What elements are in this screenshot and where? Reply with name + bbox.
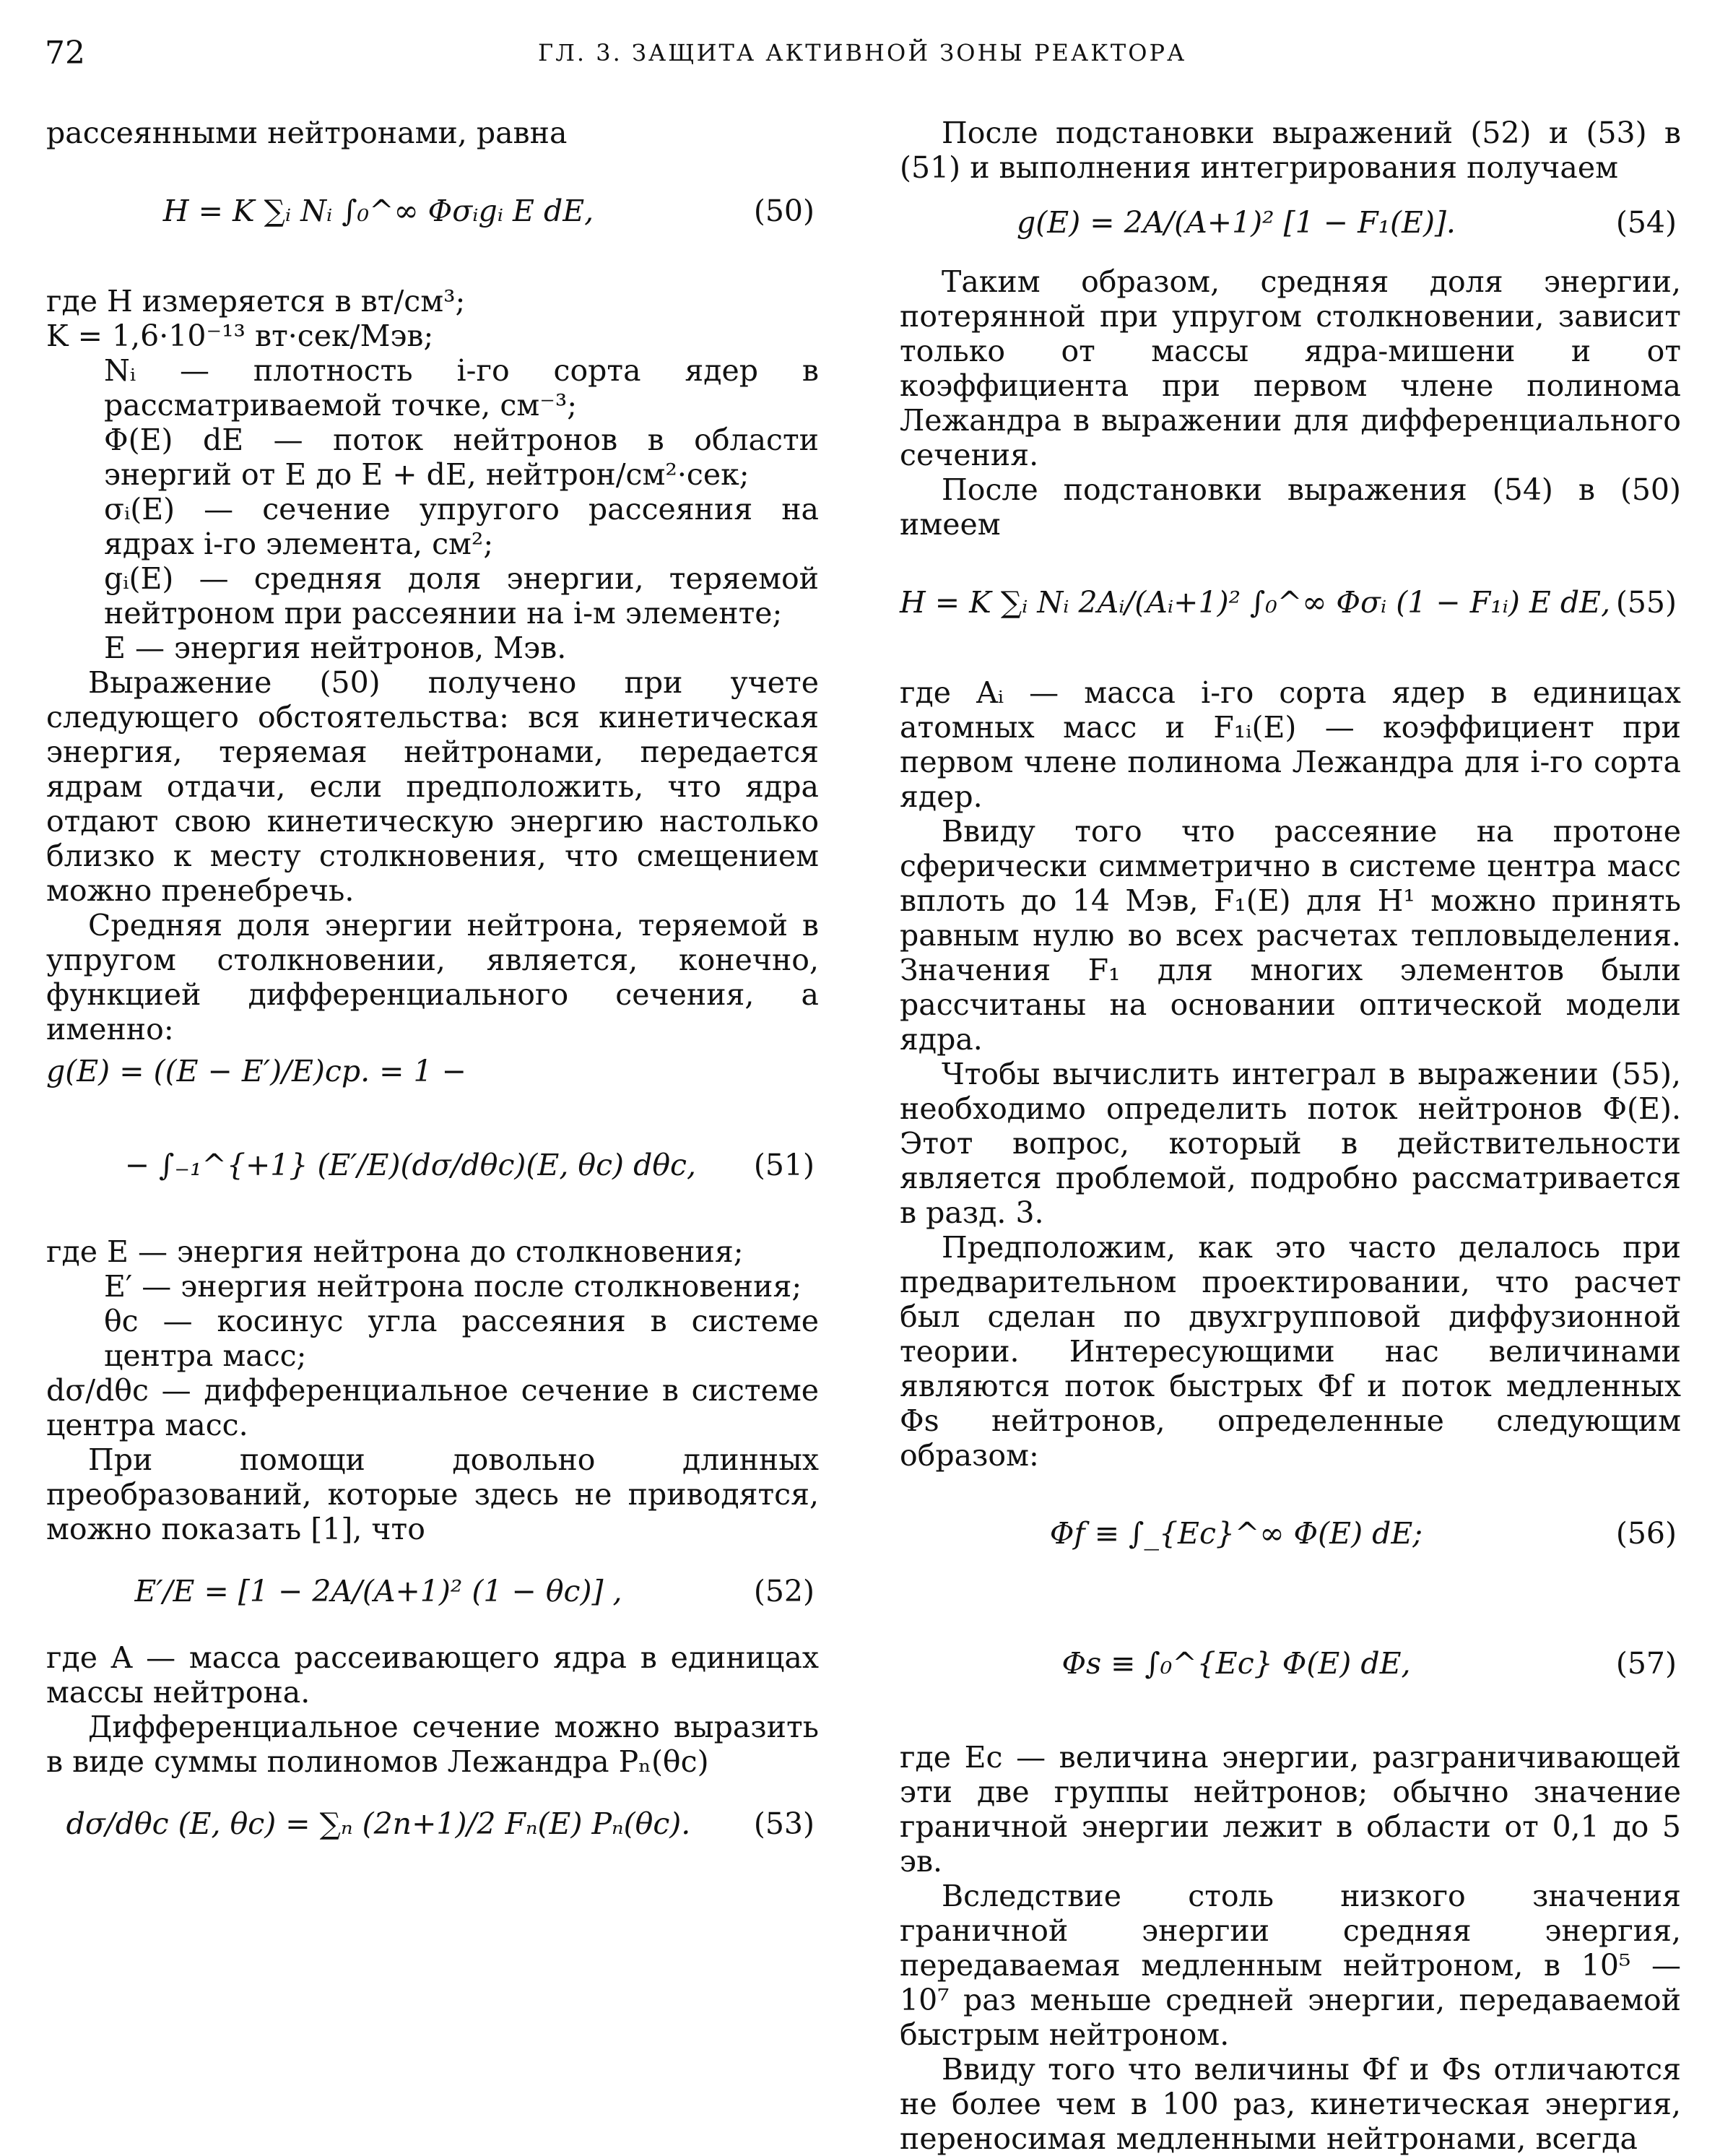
paragraph: Вследствие столь низкого значения граничной энергии средняя энергия, передаваемая медленным нейтроном, в 10⁵ — 10⁷ раз меньше средней энергии, передаваемой быстрым нейтроном.	[900, 1879, 1681, 2052]
paragraph: Выражение (50) получено при учете следующего обстоятельства: вся кинетическая энергия, теряемая нейтронами, передается ядрам отдачи, если предположить, что ядра отдают свою кинетическую энергию настолько близко к месту столкновения, что смещением можно пренебречь.	[46, 665, 819, 908]
equation-body: − ∫₋₁^{+1} (E′/E)(dσ/dθc)(E, θc) dθc,	[124, 1148, 696, 1182]
paragraph: После подстановки выражений (52) и (53) в (51) и выполнения интегрирования получаем	[900, 116, 1681, 185]
equation-52	[46, 1554, 819, 1633]
paragraph: где Aᵢ — масса i-го сорта ядер в единицах атомных масс и F₁ᵢ(E) — коэффициент при первом члене полинома Лежандра для i-го сорта ядер.	[900, 675, 1681, 814]
definition: E — энергия нейтронов, Мэв.	[104, 631, 567, 665]
left-column	[46, 116, 819, 1873]
paragraph: Предположим, как это часто делалось при предварительном проектировании, что расчет был сделан по двухгрупповой диффузионной теории. Интересующими нас величинами являются поток быстрых Φf и поток медленных Φs нейтронов, определенные следующим образом:	[900, 1230, 1681, 1473]
definition: Nᵢ — плотность i-го сорта ядер в рассматриваемой точке, см⁻³;	[104, 353, 819, 423]
equation-50	[46, 157, 819, 277]
equation-51-line2	[46, 1119, 819, 1227]
definition: E′ — энергия нейтрона после столкновения;	[104, 1269, 802, 1304]
equation-51-line1	[46, 1054, 819, 1112]
definition: где E — энергия нейтрона до столкновения;	[46, 1234, 744, 1269]
equation-body: Φs ≡ ∫₀^{Ec} Φ(E) dE,	[1061, 1646, 1411, 1681]
equation-54	[900, 192, 1681, 257]
definition-list	[104, 353, 819, 665]
running-title: ГЛ. 3. ЗАЩИТА АКТИВНОЙ ЗОНЫ РЕАКТОРА	[538, 39, 1187, 66]
right-column	[900, 116, 1681, 2156]
paragraph: где Ec — величина энергии, разграничивающей эти две группы нейтронов; обычно значение граничной энергии лежит в области от 0,1 до 5 эв.	[900, 1740, 1681, 1879]
paragraph: рассеянными нейтронами, равна	[46, 116, 568, 150]
equation-56	[900, 1480, 1681, 1603]
paragraph: При помощи довольно длинных преобразований, которые здесь не приводятся, можно показать [1], что	[46, 1442, 819, 1546]
paragraph: Дифференциальное сечение можно выразить в виде суммы полиномов Лежандра Pₙ(θc)	[46, 1710, 819, 1779]
equation-number: (51)	[753, 1148, 815, 1182]
paragraph: Ввиду того что рассеяние на протоне сферически симметрично в системе центра масс вплоть до 14 Мэв, F₁(E) для H¹ можно принять равным нулю во всех расчетах тепловыделения. Значения F₁ для многих элементов были рассчитаны на основании оптической модели ядра.	[900, 814, 1681, 1057]
equation-53	[46, 1786, 819, 1866]
paragraph: Таким образом, средняя доля энергии, потерянной при упругом столкновении, зависит только от массы ядра-мишени и от коэффициента при первом члене полинома Лежандра в выражении для дифференциального сечения.	[900, 264, 1681, 472]
paragraph: Чтобы вычислить интеграл в выражении (55), необходимо определить поток нейтронов Φ(E). Этот вопрос, который в действительности является проблемой, подробно рассматривается в разд. 3.	[900, 1057, 1681, 1230]
equation-55	[900, 549, 1681, 668]
equation-body: E′/E = [1 − 2A/(A+1)² (1 − θc)] ,	[134, 1574, 622, 1609]
equation-body: H = K ∑ᵢ Nᵢ ∫₀^∞ Φσᵢgᵢ E dE,	[162, 194, 594, 228]
equation-number: (53)	[753, 1806, 815, 1841]
definition: gᵢ(E) — средняя доля энергии, теряемой нейтроном при рассеянии на i-м элементе;	[104, 561, 819, 631]
paragraph: Средняя доля энергии нейтрона, теряемой в упругом столкновении, является, конечно, функцией дифференциального сечения, а именно:	[46, 908, 819, 1047]
paragraph: где H измеряется в вт/см³;	[46, 284, 466, 319]
equation-number: (57)	[1615, 1646, 1677, 1681]
definition: θc — косинус угла рассеяния в системе центра масс;	[104, 1304, 819, 1373]
definition: K = 1,6·10⁻¹³ вт·сек/Мэв;	[46, 319, 434, 353]
equation-body: Φf ≡ ∫_{Ec}^∞ Φ(E) dE;	[1049, 1516, 1423, 1551]
equation-number: (55)	[1615, 585, 1677, 620]
equation-number: (52)	[753, 1574, 815, 1609]
definition: Φ(E) dE — поток нейтронов в области энергий от E до E + dE, нейтрон/см²·сек;	[104, 423, 819, 492]
equation-number: (54)	[1615, 205, 1677, 240]
equation-number: (56)	[1615, 1516, 1677, 1551]
definition-list	[46, 1234, 819, 1442]
paragraph: Ввиду того что величины Φf и Φs отличаются не более чем в 100 раз, кинетическая энергия, переносимая медленными нейтронами, всегда	[900, 2052, 1681, 2156]
equation-body: g(E) = ((E − E′)/E)ср. = 1 −	[46, 1054, 467, 1088]
equation-body: H = K ∑ᵢ Nᵢ 2Aᵢ/(Aᵢ+1)² ∫₀^∞ Φσᵢ (1 − F₁ᵢ) E dE,	[900, 585, 1611, 620]
paragraph: После подстановки выражения (54) в (50) имеем	[900, 472, 1681, 542]
page-number: 72	[45, 35, 85, 72]
definition: σᵢ(E) — сечение упругого рассеяния на ядрах i-го элемента, см²;	[104, 492, 819, 561]
equation-number: (50)	[753, 194, 815, 228]
equation-57	[900, 1610, 1681, 1733]
definition: dσ/dθc — дифференциальное сечение в системе центра масс.	[46, 1373, 819, 1442]
equation-body: dσ/dθc (E, θc) = ∑ₙ (2n+1)/2 Fₙ(E) Pₙ(θc).	[66, 1806, 691, 1841]
equation-body: g(E) = 2A/(A+1)² [1 − F₁(E)].	[1017, 205, 1456, 240]
paragraph: где A — масса рассеивающего ядра в единицах массы нейтрона.	[46, 1640, 819, 1710]
